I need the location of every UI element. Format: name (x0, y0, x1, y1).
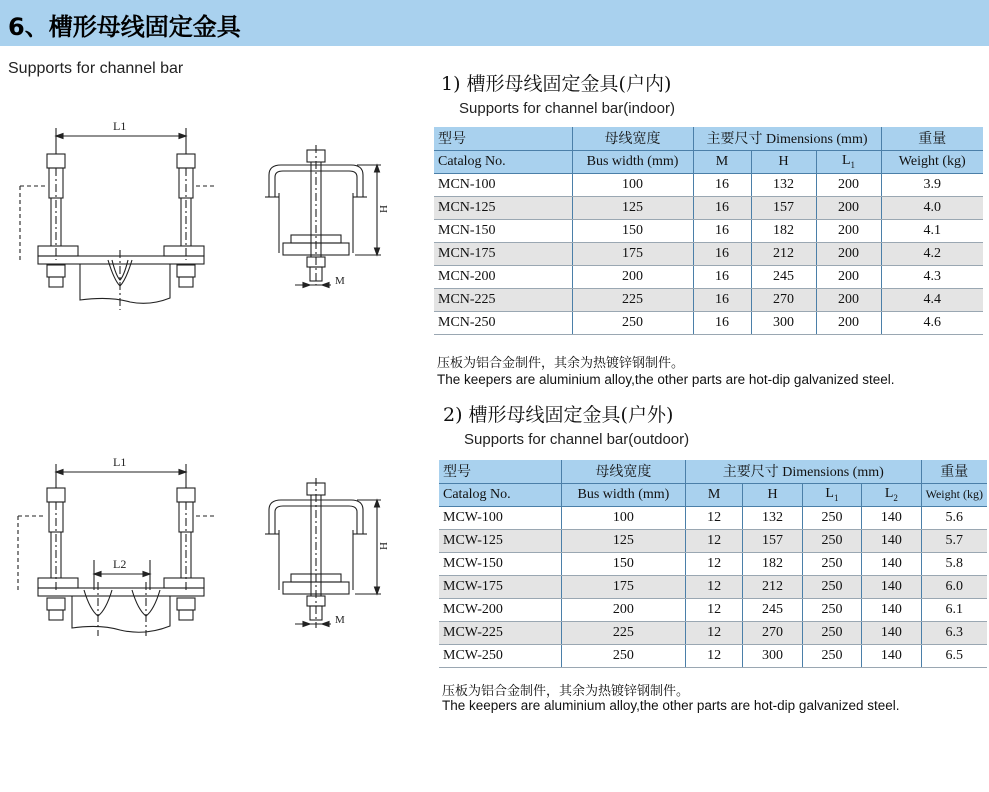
value-cell: 250 (802, 529, 861, 552)
outdoor-table-body (439, 506, 987, 667)
value-cell: 4.2 (881, 242, 983, 265)
value-cell: 157 (751, 196, 816, 219)
value-cell: 175 (572, 242, 693, 265)
indoor-header-row-1 (434, 127, 983, 150)
value-cell: 12 (685, 575, 742, 598)
value-cell: 16 (693, 242, 751, 265)
indoor-l1-header: $L_1$ (816, 150, 881, 173)
value-cell: 140 (862, 598, 921, 621)
outdoor-bus-cn-header: 母线宽度 (561, 460, 685, 483)
table-row (439, 506, 987, 529)
outdoor-m-header: M (685, 483, 742, 506)
catalog-cell: MCW-225 (439, 621, 561, 644)
value-cell: 245 (751, 265, 816, 288)
value-cell: 132 (751, 173, 816, 196)
section-subtitle: Supports for channel bar (8, 60, 184, 77)
value-cell: 6.1 (921, 598, 987, 621)
value-cell: 6.3 (921, 621, 987, 644)
value-cell: 140 (862, 552, 921, 575)
table-row (434, 196, 983, 219)
value-cell: 175 (561, 575, 685, 598)
value-cell: 5.8 (921, 552, 987, 575)
value-cell: 140 (862, 644, 921, 667)
value-cell: 250 (802, 575, 861, 598)
value-cell: 5.6 (921, 506, 987, 529)
indoor-h-header: H (751, 150, 816, 173)
value-cell: 182 (743, 552, 802, 575)
page-title: 6、槽形母线固定金具 (8, 13, 241, 41)
catalog-cell: MCN-175 (434, 242, 572, 265)
indoor-table-body (434, 173, 983, 334)
value-cell: 12 (685, 529, 742, 552)
value-cell: 12 (685, 644, 742, 667)
value-cell: 200 (816, 219, 881, 242)
table-row (439, 644, 987, 667)
table-row (439, 621, 987, 644)
value-cell: 4.4 (881, 288, 983, 311)
outdoor-l1-header: $L_1$ (802, 483, 861, 506)
value-cell: 12 (685, 598, 742, 621)
outdoor-header-row-2 (439, 483, 987, 506)
indoor-bus-en-header: Bus width (mm) (572, 150, 693, 173)
table-row (439, 552, 987, 575)
value-cell: 212 (751, 242, 816, 265)
value-cell: 4.3 (881, 265, 983, 288)
catalog-cell: MCW-200 (439, 598, 561, 621)
value-cell: 200 (816, 311, 881, 334)
table-row (434, 242, 983, 265)
indoor-section-title: 1) 槽形母线固定金具(户内) (441, 73, 672, 95)
value-cell: 225 (561, 621, 685, 644)
value-cell: 200 (816, 196, 881, 219)
indoor-side-drawing (255, 145, 395, 295)
value-cell: 6.0 (921, 575, 987, 598)
value-cell: 245 (743, 598, 802, 621)
value-cell: 100 (572, 173, 693, 196)
table-row (439, 598, 987, 621)
value-cell: 132 (743, 506, 802, 529)
value-cell: 157 (743, 529, 802, 552)
indoor-section-subtitle: Supports for channel bar(indoor) (459, 100, 675, 117)
value-cell: 250 (802, 598, 861, 621)
value-cell: 16 (693, 311, 751, 334)
value-cell: 3.9 (881, 173, 983, 196)
outdoor-model-cn-header: 型号 (439, 460, 561, 483)
value-cell: 300 (743, 644, 802, 667)
value-cell: 6.5 (921, 644, 987, 667)
value-cell: 12 (685, 621, 742, 644)
indoor-note-cn: 压板为铝合金制件，其余为热镀锌钢制件。 (437, 356, 685, 371)
value-cell: 100 (561, 506, 685, 529)
indoor-weight-cn-header: 重量 (881, 127, 983, 150)
table-row (434, 288, 983, 311)
outdoor-l1-label: L1 (113, 455, 127, 469)
table-row (434, 219, 983, 242)
catalog-cell: MCW-250 (439, 644, 561, 667)
value-cell: 16 (693, 288, 751, 311)
indoor-bus-cn-header: 母线宽度 (572, 127, 693, 150)
indoor-dims-header: 主要尺寸 Dimensions (mm) (693, 127, 881, 150)
outdoor-weight-cn-header: 重量 (921, 460, 987, 483)
value-cell: 200 (816, 242, 881, 265)
value-cell: 270 (743, 621, 802, 644)
table-row (434, 311, 983, 334)
indoor-m-header: M (693, 150, 751, 173)
value-cell: 250 (802, 552, 861, 575)
table-row (439, 529, 987, 552)
value-cell: 16 (693, 219, 751, 242)
table-row (439, 575, 987, 598)
value-cell: 140 (862, 506, 921, 529)
indoor-l1-label: L1 (113, 119, 127, 133)
catalog-cell: MCN-150 (434, 219, 572, 242)
value-cell: 182 (751, 219, 816, 242)
outdoor-section-title: 2) 槽形母线固定金具(户外) (443, 404, 674, 426)
indoor-model-cn-header: 型号 (434, 127, 572, 150)
catalog-cell: MCN-125 (434, 196, 572, 219)
value-cell: 250 (802, 621, 861, 644)
value-cell: 212 (743, 575, 802, 598)
value-cell: 270 (751, 288, 816, 311)
value-cell: 16 (693, 173, 751, 196)
outdoor-spec-table (439, 460, 987, 668)
value-cell: 200 (816, 288, 881, 311)
outdoor-bus-en-header: Bus width (mm) (561, 483, 685, 506)
section-banner (0, 0, 989, 46)
value-cell: 140 (862, 575, 921, 598)
outdoor-front-drawing (10, 450, 215, 640)
outdoor-note-cn: 压板为铝合金制件，其余为热镀锌钢制件。 (442, 684, 690, 699)
outdoor-m-label: M (335, 614, 345, 626)
indoor-header-row-2 (434, 150, 983, 173)
value-cell: 150 (561, 552, 685, 575)
value-cell: 16 (693, 265, 751, 288)
table-row (434, 173, 983, 196)
value-cell: 125 (572, 196, 693, 219)
value-cell: 250 (802, 644, 861, 667)
value-cell: 4.6 (881, 311, 983, 334)
value-cell: 5.7 (921, 529, 987, 552)
value-cell: 4.1 (881, 219, 983, 242)
catalog-cell: MCN-250 (434, 311, 572, 334)
value-cell: 250 (561, 644, 685, 667)
catalog-cell: MCN-225 (434, 288, 572, 311)
outdoor-h-label: H (378, 542, 390, 550)
catalog-cell: MCW-100 (439, 506, 561, 529)
value-cell: 16 (693, 196, 751, 219)
value-cell: 4.0 (881, 196, 983, 219)
value-cell: 140 (862, 621, 921, 644)
indoor-weight-en-header: Weight (kg) (881, 150, 983, 173)
indoor-h-label: H (378, 205, 390, 213)
outdoor-side-drawing (255, 478, 395, 633)
catalog-cell: MCN-200 (434, 265, 572, 288)
value-cell: 150 (572, 219, 693, 242)
indoor-model-en-header: Catalog No. (434, 150, 572, 173)
outdoor-h-header: H (743, 483, 802, 506)
value-cell: 200 (572, 265, 693, 288)
value-cell: 125 (561, 529, 685, 552)
value-cell: 200 (816, 173, 881, 196)
value-cell: 225 (572, 288, 693, 311)
value-cell: 200 (561, 598, 685, 621)
catalog-cell: MCW-150 (439, 552, 561, 575)
outdoor-section-subtitle: Supports for channel bar(outdoor) (464, 431, 690, 448)
catalog-cell: MCW-175 (439, 575, 561, 598)
value-cell: 140 (862, 529, 921, 552)
value-cell: 200 (816, 265, 881, 288)
catalog-cell: MCN-100 (434, 173, 572, 196)
table-row (434, 265, 983, 288)
value-cell: 250 (802, 506, 861, 529)
indoor-m-label: M (335, 275, 345, 287)
value-cell: 300 (751, 311, 816, 334)
value-cell: 12 (685, 552, 742, 575)
outdoor-dims-header: 主要尺寸 Dimensions (mm) (685, 460, 921, 483)
indoor-note-en: The keepers are aluminium alloy,the other parts are hot-dip galvanized steel. (437, 372, 895, 387)
catalog-cell: MCW-125 (439, 529, 561, 552)
value-cell: 12 (685, 506, 742, 529)
outdoor-l2-header: $L_2$ (862, 483, 921, 506)
outdoor-note-en: The keepers are aluminium alloy,the other parts are hot-dip galvanized steel. (442, 698, 900, 713)
value-cell: 250 (572, 311, 693, 334)
outdoor-weight-en-header: Weight (kg) (921, 483, 987, 506)
outdoor-model-en-header: Catalog No. (439, 483, 561, 506)
indoor-front-drawing (10, 110, 215, 315)
outdoor-header-row-1 (439, 460, 987, 483)
outdoor-l2-label: L2 (113, 557, 127, 571)
indoor-spec-table (434, 127, 983, 335)
